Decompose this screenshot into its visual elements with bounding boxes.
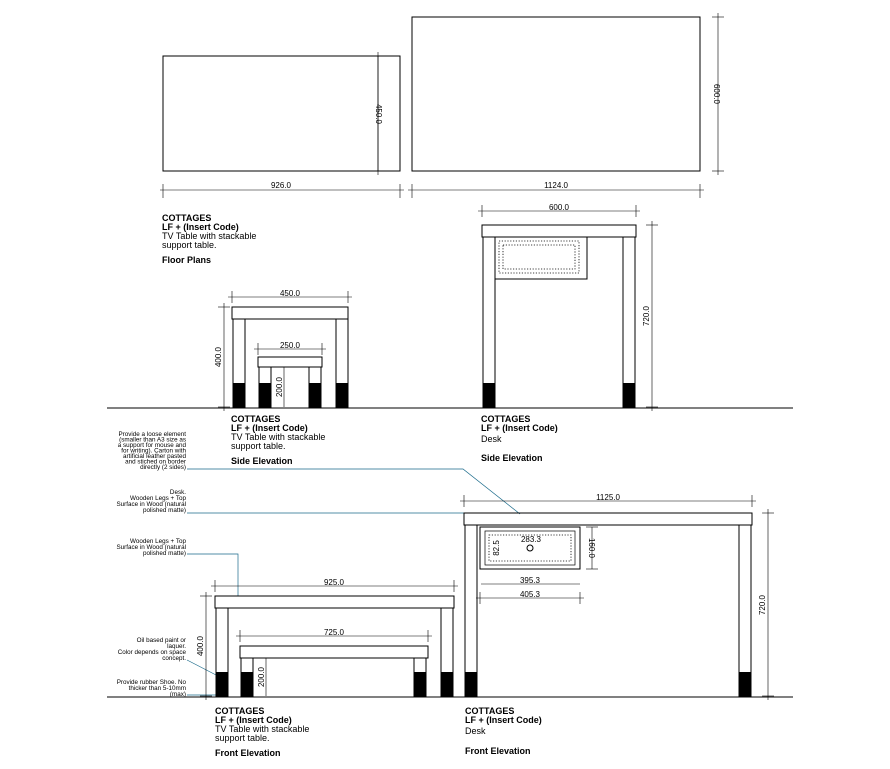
dim-tv-side-height: 400.0 bbox=[214, 346, 223, 368]
tv-table-plan-outline bbox=[163, 56, 400, 171]
caption-desk-front bbox=[465, 706, 542, 756]
caption-code-line: LF + (Insert Code) bbox=[481, 423, 558, 433]
leader-loose-element bbox=[187, 469, 520, 514]
note-line: directly (2 sides) bbox=[140, 464, 186, 471]
dim-fp1-depth: 450.0 bbox=[374, 103, 383, 125]
dim-tv-side-support: 250.0 bbox=[279, 341, 301, 350]
note-line: concept. bbox=[162, 655, 186, 662]
note-tv-material bbox=[116, 538, 238, 596]
note-line: Color depends on space bbox=[117, 649, 186, 656]
floor-plan-desk bbox=[408, 13, 724, 198]
caption-desc-line: TV Table with stackable bbox=[231, 432, 326, 442]
desk-front-top bbox=[464, 513, 752, 525]
dim-desk-front-height: 720.0 bbox=[758, 594, 767, 616]
caption-title-line: COTTAGES bbox=[231, 414, 281, 424]
tv-front-elevation bbox=[196, 578, 458, 700]
caption-floor-plans bbox=[162, 213, 256, 265]
caption-desc-line: TV Table with stackable bbox=[162, 231, 257, 241]
tv-side-support-top bbox=[258, 357, 322, 367]
desk-side-leg-left bbox=[483, 237, 495, 407]
desk-plan-outline bbox=[412, 17, 700, 171]
leader-tv-material bbox=[187, 554, 238, 596]
note-line: (smaller than A3 size as bbox=[119, 436, 186, 444]
note-line: Provide rubber Shoe. No bbox=[116, 679, 186, 686]
note-line: Wooden Legs + Top bbox=[130, 538, 186, 545]
desk-front-leg-right bbox=[739, 525, 751, 696]
note-line: polished matte) bbox=[142, 550, 186, 557]
caption-desk-side bbox=[481, 414, 558, 463]
caption-code-line: LF + (Insert Code) bbox=[215, 715, 292, 725]
drawer-knob bbox=[527, 545, 533, 551]
desk-front-leg-left bbox=[465, 525, 477, 696]
caption-code-line: LF + (Insert Code) bbox=[231, 423, 308, 433]
note-line: for writing). Carton with bbox=[121, 447, 186, 455]
desk-side-elevation bbox=[478, 203, 658, 411]
caption-title-line: COTTAGES bbox=[215, 706, 265, 716]
view-title: Front Elevation bbox=[465, 746, 531, 756]
caption-desc-line-2: support table. bbox=[231, 441, 286, 451]
view-title: Side Elevation bbox=[481, 453, 543, 463]
note-line: Surface in Wood (natural bbox=[116, 544, 186, 551]
desk-side-drawer-inner bbox=[499, 241, 579, 273]
caption-tv-front bbox=[215, 706, 309, 758]
caption-desc-line: Desk bbox=[465, 726, 486, 736]
dim-tv-front-support-h: 200.0 bbox=[257, 666, 266, 688]
dim-drawer-w1: 395.3 bbox=[519, 576, 541, 585]
tv-front-top bbox=[215, 596, 454, 608]
dim-desk-side-height: 720.0 bbox=[642, 305, 651, 327]
note-line: (max) bbox=[169, 691, 186, 698]
caption-code-line: LF + (Insert Code) bbox=[465, 715, 542, 725]
dim-drawer-w2: 405.3 bbox=[519, 590, 541, 599]
note-rubber-shoe bbox=[117, 679, 216, 698]
dim-fp2-width: 1124.0 bbox=[544, 181, 568, 190]
tv-side-top bbox=[232, 307, 348, 319]
dim-desk-side-width: 600.0 bbox=[548, 203, 570, 212]
dim-drawer-left: 82.5 bbox=[492, 540, 501, 556]
note-line: polished matte) bbox=[142, 507, 186, 514]
note-line: and stiched on border bbox=[125, 458, 186, 466]
desk-side-foot bbox=[483, 383, 495, 407]
desk-front-elevation bbox=[460, 493, 774, 700]
note-line: Surface in Wood (natural bbox=[116, 501, 186, 508]
caption-desc-line-2: support table. bbox=[215, 733, 270, 743]
desk-side-top bbox=[482, 225, 636, 237]
note-line: Wooden Legs + Top bbox=[130, 495, 186, 502]
dim-drawer-depth: 160.0 bbox=[587, 537, 596, 559]
caption-code-line: LF + (Insert Code) bbox=[162, 222, 239, 232]
floor-plan-tv-table bbox=[160, 52, 404, 198]
dim-tv-front-support: 725.0 bbox=[323, 628, 345, 637]
note-line: a support for mouse and bbox=[117, 442, 186, 449]
caption-title-line: COTTAGES bbox=[465, 706, 515, 716]
desk-side-leg-right bbox=[623, 237, 635, 407]
caption-desc-line: Desk bbox=[481, 434, 502, 444]
dim-fp2-depth: 600.0 bbox=[712, 83, 721, 105]
dim-fp1-width: 926.0 bbox=[270, 181, 292, 190]
note-line: thicker than 5-10mm bbox=[128, 685, 186, 692]
dim-drawer-inner: 283.3 bbox=[520, 535, 542, 544]
caption-desc-line: TV Table with stackable bbox=[215, 724, 310, 734]
dim-tv-side-support-h: 200.0 bbox=[275, 376, 284, 398]
tv-side-elevation bbox=[214, 289, 352, 411]
desk-side-foot bbox=[623, 383, 635, 407]
view-title: Front Elevation bbox=[215, 748, 281, 758]
note-line: artificial leather pasted bbox=[122, 453, 186, 460]
note-line: Oil based paint or bbox=[136, 637, 186, 644]
dim-tv-side-top: 450.0 bbox=[279, 289, 301, 298]
dim-tv-front-top: 925.0 bbox=[323, 578, 345, 587]
dim-desk-front-width: 1125.0 bbox=[596, 493, 620, 502]
caption-title-line: COTTAGES bbox=[162, 213, 212, 223]
note-line: Desk. bbox=[169, 489, 186, 496]
caption-title-line: COTTAGES bbox=[481, 414, 531, 424]
caption-desc-line-2: support table. bbox=[162, 240, 217, 250]
dim-tv-front-height: 400.0 bbox=[196, 635, 205, 657]
note-line: laquer. bbox=[167, 643, 186, 650]
leader-paint bbox=[187, 660, 218, 676]
note-line: Provide a loose element bbox=[118, 431, 186, 438]
tv-front-support-top bbox=[240, 646, 428, 658]
caption-tv-side bbox=[231, 414, 325, 466]
view-title: Side Elevation bbox=[231, 456, 293, 466]
note-desk-material bbox=[116, 489, 464, 514]
view-title: Floor Plans bbox=[162, 255, 212, 265]
